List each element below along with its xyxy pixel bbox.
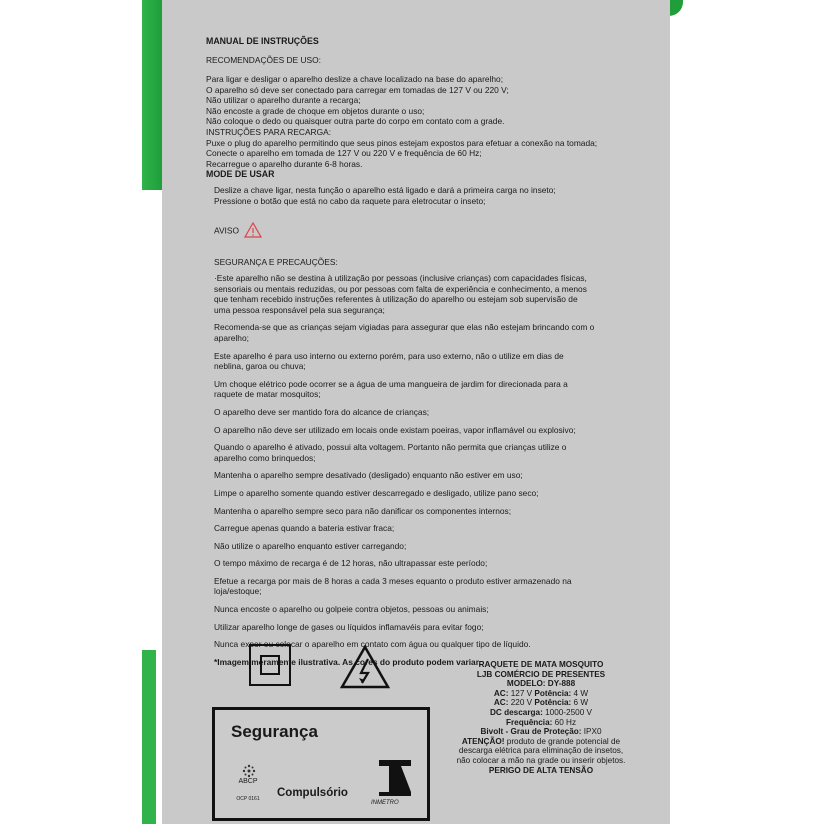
illustrative-note: *Imagem meramente ilustrativa. As cores do produto podem variar. xyxy=(214,656,481,667)
safety-paragraph xyxy=(214,351,594,372)
aviso-row xyxy=(214,222,262,241)
safety-paragraph xyxy=(214,622,594,633)
safety-line: Mantenha o aparelho sempre seco para não danificar os componentes internos; xyxy=(214,505,512,516)
safety-line: Efetue a recarga por mais de 8 horas a cada 3 meses equanto o produto estiver armazenado na xyxy=(214,575,572,586)
spec-label: Frequência: xyxy=(505,717,553,727)
safety-line: O aparelho deve ser mantido fora do alcance de crianças; xyxy=(214,406,430,417)
safety-paragraph xyxy=(214,322,594,343)
rec-line: Para ligar e desligar o aparelho deslize a chave localizado na base do aparelho; xyxy=(206,74,504,84)
safety-title: SEGURANÇA E PRECAUÇÕES: xyxy=(214,257,338,267)
safety-paragraph xyxy=(214,442,594,463)
spec-bivolt xyxy=(448,727,634,737)
rec-line: O aparelho só deve ser conectado para carregar em tomadas de 127 V ou 220 V; xyxy=(206,84,509,95)
rec-line: Puxe o plug do aparelho permitindo que seus pinos estejam expostos para efetuar a conexão na tomada; xyxy=(206,137,598,148)
safety-line: que tenham recebido instruções referentes à utilização do aparelho ou estejam sob supervisão de xyxy=(214,294,578,305)
safety-paragraph xyxy=(214,407,594,418)
safety-line: Carregue apenas quando a bateria estivar fraca; xyxy=(214,523,395,534)
safety-paragraph xyxy=(214,506,594,517)
mode-title: MODE DE USAR xyxy=(206,169,275,179)
spec-label: Potência: xyxy=(534,688,572,698)
spec-value: produto de grande potencial de xyxy=(504,736,621,746)
rec-line: Recarregue o aparelho durante 6-8 horas. xyxy=(206,158,363,169)
safety-line: ·Este aparelho não se destina à utilização por pessoas (inclusive crianças) com capacidades físicas, xyxy=(214,273,587,283)
mode-line: Deslize a chave ligar, nesta função o aparelho está ligado e dará a primeira carga no inseto; xyxy=(214,185,556,195)
safety-line: Quando o aparelho é ativado, possui alta voltagem. Portanto não permita que crianças utilize o xyxy=(214,442,567,453)
safety-line: Nunca encoste o aparelho ou golpeie contra objetos, pessoas ou animais; xyxy=(214,604,489,615)
safety-line: neblina, garoa ou chuva; xyxy=(214,361,306,372)
spec-value: 6 W xyxy=(571,698,589,708)
safety-paragraph xyxy=(214,558,594,569)
spec-label: AC: xyxy=(493,698,509,708)
safety-text xyxy=(214,273,594,667)
mode-text xyxy=(214,185,556,206)
rec-line: INSTRUÇÕES PARA RECARGA: xyxy=(206,126,332,137)
safety-paragraph xyxy=(214,576,594,597)
safety-paragraph xyxy=(214,541,594,552)
mode-line: Pressione o botão que está no cabo da raquete para eletrocutar o inseto; xyxy=(214,195,486,206)
green-stripe-top-left xyxy=(142,0,162,190)
spec-company: LJB COMÉRCIO DE PRESENTES xyxy=(476,669,606,679)
spec-frequency xyxy=(448,718,634,728)
product-spec-block xyxy=(448,660,634,775)
safety-paragraph xyxy=(214,379,594,400)
spec-dc xyxy=(448,708,634,718)
green-stripe-bottom-left xyxy=(142,650,156,824)
inmetro-seal xyxy=(212,707,430,821)
safety-line: Nunca expor ou colocar o aparelho em contato com água ou qualquer tipo de líquido. xyxy=(214,639,531,650)
spec-value: 60 Hz xyxy=(552,717,577,727)
manual-title: MANUAL DE INSTRUÇÕES xyxy=(206,36,319,46)
spec-ac127 xyxy=(448,689,634,699)
rec-line: Conecte o aparelho em tomada de 127 V ou 220 V e frequência de 60 Hz; xyxy=(206,148,482,159)
spec-value: 1000-2500 V xyxy=(542,707,592,717)
safety-line: aparelho como brinquedos; xyxy=(214,452,316,463)
inmetro-label: INMETRO xyxy=(371,800,399,806)
spec-ac220 xyxy=(448,698,634,708)
safety-line: O tempo máximo de recarga é de 12 horas, não ultrapassar este período; xyxy=(214,558,488,569)
compulsory-label: Compulsório xyxy=(277,787,348,799)
safety-line: Mantenha o aparelho sempre desativado (desligado) enquanto não estiver em uso; xyxy=(214,470,523,481)
double-insulation-icon xyxy=(249,644,291,686)
rec-line: Não coloque o dedo ou quaisquer outra parte do corpo em contato com a grade. xyxy=(206,116,505,127)
safety-line: raquete de matar mosquitos; xyxy=(214,389,321,400)
high-voltage-icon xyxy=(340,645,390,689)
seal-title: Segurança xyxy=(231,722,318,741)
instruction-card xyxy=(162,0,670,824)
spec-value: IPX0 xyxy=(581,727,602,737)
recommendations-title: RECOMENDAÇÕES DE USO: xyxy=(206,55,321,65)
recommendations-text xyxy=(206,74,597,169)
rec-line: Não encoste a grade de choque em objetos durante o uso; xyxy=(206,105,425,116)
safety-paragraph xyxy=(214,470,594,481)
safety-paragraph xyxy=(214,425,594,436)
spec-attention xyxy=(448,737,634,747)
safety-line: O aparelho não deve ser utilizado em locais onde existam poeiras, vapor inflamável ou explosivo; xyxy=(214,424,576,435)
ocp-label: OCP 0161 xyxy=(236,796,260,802)
safety-line: Não utilize o aparelho enquanto estiver carregando; xyxy=(214,540,407,551)
spec-danger: PERIGO DE ALTA TENSÃO xyxy=(488,765,594,775)
safety-line: Recomenda-se que as crianças sejam vigiadas para assegurar que elas não estejam brincando com o xyxy=(214,322,595,333)
safety-paragraph xyxy=(214,488,594,499)
aviso-label: AVISO xyxy=(214,225,239,236)
spec-label: Potência: xyxy=(534,698,572,708)
safety-paragraph xyxy=(214,604,594,615)
safety-line: aparelho; xyxy=(214,332,249,343)
spec-attention-line: não colocar a mão na grade ou inserir objetos. xyxy=(456,755,626,765)
spec-label: ATENÇÃO! xyxy=(461,736,505,746)
warning-triangle-icon xyxy=(244,222,262,241)
safety-line: sensoriais ou mentais reduzidas, ou por pessoas com falta de experiência e conhecimento, a menos xyxy=(214,283,587,294)
spec-model: MODELO: DY-888 xyxy=(506,679,576,689)
spec-value: 127 V xyxy=(508,688,535,698)
rec-line: Não utilizar o aparelho durante a recarga; xyxy=(206,95,361,106)
spec-label: DC descarga: xyxy=(490,707,543,717)
safety-line: uma pessoa responsável pela sua segurança; xyxy=(214,304,385,315)
abcp-label: ABCP xyxy=(238,778,258,785)
spec-value: 4 W xyxy=(571,688,589,698)
spec-value: 220 V xyxy=(508,698,535,708)
safety-line: Um choque elétrico pode ocorrer se a água de uma mangueira de jardim for direcionada para a xyxy=(214,378,568,389)
spec-label: AC: xyxy=(493,688,509,698)
safety-paragraph xyxy=(214,523,594,534)
safety-line: Este aparelho é para uso interno ou externo porém, para uso externo, não o utilize em dias de xyxy=(214,350,564,361)
safety-line: Limpe o aparelho somente quando estiver descarregado e desligado, utilize pano seco; xyxy=(214,487,539,498)
safety-line: loja/estoque; xyxy=(214,586,262,597)
spec-label: Bivolt - Grau de Proteção: xyxy=(480,727,582,737)
safety-line: Utilizar aparelho longe de gases ou líquidos inflamavéis para evitar fogo; xyxy=(214,621,484,632)
spec-product-name: RAQUETE DE MATA MOSQUITO xyxy=(478,660,604,669)
safety-paragraph xyxy=(214,273,594,315)
spec-attention-line: descarga elétrica para eliminação de insetos, xyxy=(458,746,624,756)
page-margin-right xyxy=(668,0,824,824)
